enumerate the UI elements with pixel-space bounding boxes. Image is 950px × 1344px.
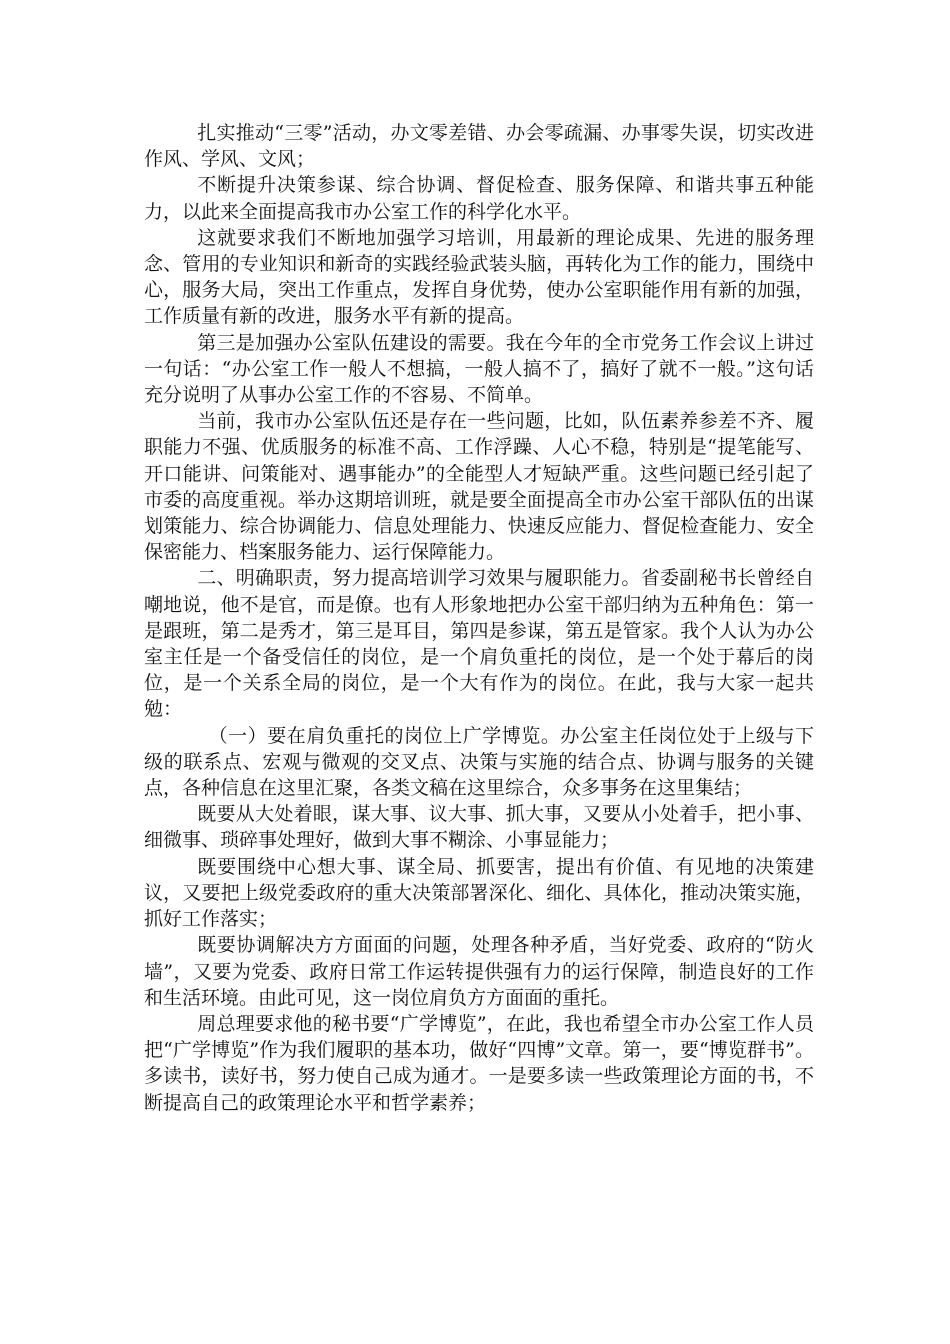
paragraph: 不断提升决策参谋、综合协调、督促检查、服务保障、和谐共事五种能力，以此来全面提高我市办公室工作的科学化水平。 (144, 174, 814, 223)
paragraph: 周总理要求他的秘书要“广学博览”，在此，我也希望全市办公室工作人员把“广学博览”作为我们履职的基本功，做好“四博”文章。第一，要“博览群书”。多读书，读好书，努力使自己成为通才。一是要多读一些政策理论方面的书，不断提高自己的政策理论水平和哲学素养； (144, 1012, 814, 1114)
section-heading-paragraph: 二、明确职责，努力提高培训学习效果与履职能力。省委副秘书长曾经自嘲地说，他不是官，而是僚。也有人形象地把办公室干部归纳为五种角色：第一是跟班，第二是秀才，第三是耳目，第四是参谋，第五是管家。我个人认为办公室主任是一个备受信任的岗位，是一个肩负重托的岗位，是一个处于幕后的岗位，是一个关系全局的岗位，是一个大有作为的岗位。在此，我与大家一起共勉： (144, 567, 814, 721)
paragraph: 既要围绕中心想大事、谋全局、抓要害，提出有价值、有见地的决策建议，又要把上级党委政府的重大决策部署深化、细化、具体化，推动决策实施，抓好工作落实； (144, 855, 814, 931)
paragraph: 第三是加强办公室队伍建设的需要。我在今年的全市党务工作会议上讲过一句话：“办公室工作一般人不想搞，一般人搞不了，搞好了就不一般。”这句话充分说明了从事办公室工作的不容易、不简单。 (144, 331, 814, 407)
paragraph: 既要从大处着眼，谋大事、议大事、抓大事，又要从小处着手，把小事、细微事、琐碎事处理好，做到大事不糊涂、小事显能力； (144, 803, 814, 852)
paragraph: 这就要求我们不断地加强学习培训，用最新的理论成果、先进的服务理念、管用的专业知识和新奇的实践经验武装头脑，再转化为工作的能力，围绕中心，服务大局，突出工作重点，发挥自身优势，使办公室职能作用有新的加强，工作质量有新的改进，服务水平有新的提高。 (144, 226, 814, 328)
document-body (144, 120, 814, 1116)
subsection-paragraph: （一）要在肩负重托的岗位上广学博览。办公室主任岗位处于上级与下级的联系点、宏观与微观的交叉点、决策与实施的结合点、协调与服务的关键点，各种信息在这里汇聚，各类文稿在这里综合，众多事务在这里集结； (144, 724, 814, 800)
paragraph: 既要协调解决方方面面的问题，处理各种矛盾，当好党委、政府的“防火墙”，又要为党委、政府日常工作运转提供强有力的运行保障，制造良好的工作和生活环境。由此可见，这一岗位肩负方方面面的重托。 (144, 934, 814, 1009)
paragraph: 当前，我市办公室队伍还是存在一些问题，比如，队伍素养参差不齐、履职能力不强、优质服务的标准不高、工作浮躁、人心不稳，特别是“提笔能写、开口能讲、问策能对、遇事能办”的全能型人才短缺严重。这些问题已经引起了市委的高度重视。举办这期培训班，就是要全面提高全市办公室干部队伍的出谋划策能力、综合协调能力、信息处理能力、快速反应能力、督促检查能力、安全保密能力、档案服务能力、运行保障能力。 (144, 410, 814, 564)
paragraph: 扎实推动“三零”活动，办文零差错、办会零疏漏、办事零失误，切实改进作风、学风、文风； (144, 122, 814, 171)
